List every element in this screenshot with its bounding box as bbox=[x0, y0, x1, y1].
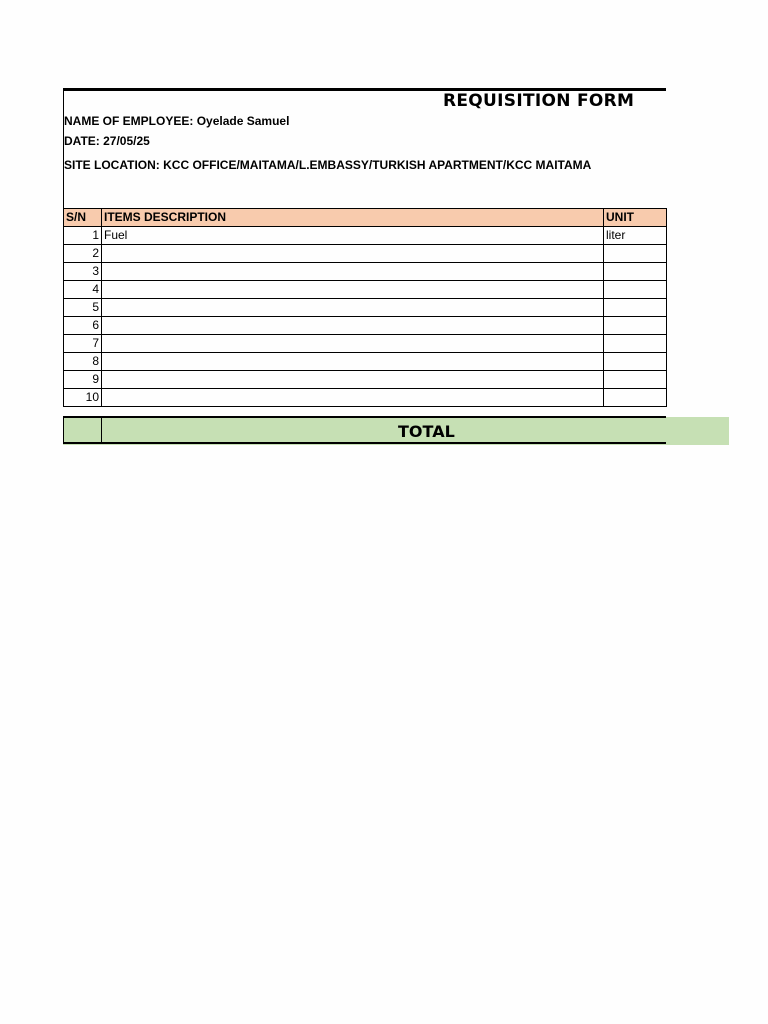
table-row bbox=[64, 263, 667, 281]
site-value: KCC OFFICE/MAITAMA/L.EMBASSY/TURKISH APARTMENT/KCC MAITAMA bbox=[163, 158, 592, 172]
site-label: SITE LOCATION: bbox=[64, 158, 160, 172]
row-description[interactable] bbox=[102, 245, 604, 263]
employee-line[interactable] bbox=[64, 114, 289, 128]
row-sn[interactable]: 7 bbox=[64, 335, 102, 353]
row-description[interactable] bbox=[102, 335, 604, 353]
row-sn[interactable]: 4 bbox=[64, 281, 102, 299]
table-row bbox=[64, 317, 667, 335]
date-label: DATE: bbox=[64, 134, 100, 148]
row-description[interactable] bbox=[102, 371, 604, 389]
table-row bbox=[64, 335, 667, 353]
row-unit[interactable] bbox=[604, 281, 667, 299]
row-unit[interactable] bbox=[604, 317, 667, 335]
row-sn[interactable]: 2 bbox=[64, 245, 102, 263]
table-row bbox=[64, 299, 667, 317]
row-description[interactable] bbox=[102, 389, 604, 407]
row-description[interactable] bbox=[102, 353, 604, 371]
row-sn[interactable]: 10 bbox=[64, 389, 102, 407]
left-border bbox=[63, 88, 64, 208]
row-sn[interactable]: 6 bbox=[64, 317, 102, 335]
row-description[interactable] bbox=[102, 317, 604, 335]
row-description[interactable] bbox=[102, 299, 604, 317]
row-description[interactable] bbox=[102, 263, 604, 281]
employee-value: Oyelade Samuel bbox=[196, 114, 290, 128]
table-row bbox=[64, 245, 667, 263]
row-description[interactable] bbox=[102, 281, 604, 299]
header-description: ITEMS DESCRIPTION bbox=[102, 209, 604, 227]
items-table bbox=[63, 208, 667, 407]
table-header-row bbox=[64, 209, 667, 227]
row-sn[interactable]: 8 bbox=[64, 353, 102, 371]
row-unit[interactable] bbox=[604, 353, 667, 371]
row-description[interactable]: Fuel bbox=[102, 227, 604, 245]
table-row bbox=[64, 227, 667, 245]
row-sn[interactable]: 9 bbox=[64, 371, 102, 389]
total-left-border bbox=[63, 418, 64, 442]
total-label: TOTAL bbox=[398, 422, 455, 441]
row-unit[interactable]: liter bbox=[604, 227, 667, 245]
employee-label: NAME OF EMPLOYEE: bbox=[64, 114, 194, 128]
row-unit[interactable] bbox=[604, 335, 667, 353]
row-unit[interactable] bbox=[604, 245, 667, 263]
row-unit[interactable] bbox=[604, 299, 667, 317]
table-row bbox=[64, 281, 667, 299]
table-row bbox=[64, 389, 667, 407]
row-sn[interactable]: 5 bbox=[64, 299, 102, 317]
date-line[interactable] bbox=[64, 134, 150, 148]
row-sn[interactable]: 1 bbox=[64, 227, 102, 245]
row-unit[interactable] bbox=[604, 371, 667, 389]
total-row bbox=[63, 416, 666, 444]
site-line[interactable] bbox=[64, 158, 591, 172]
date-value: 27/05/25 bbox=[103, 134, 150, 148]
row-unit[interactable] bbox=[604, 263, 667, 281]
header-unit: UNIT bbox=[604, 209, 667, 227]
row-sn[interactable]: 3 bbox=[64, 263, 102, 281]
total-divider bbox=[101, 418, 102, 442]
form-title: REQUISITION FORM bbox=[443, 91, 635, 111]
table-row bbox=[64, 371, 667, 389]
row-unit[interactable] bbox=[604, 389, 667, 407]
header-sn: S/N bbox=[64, 209, 102, 227]
table-row bbox=[64, 353, 667, 371]
